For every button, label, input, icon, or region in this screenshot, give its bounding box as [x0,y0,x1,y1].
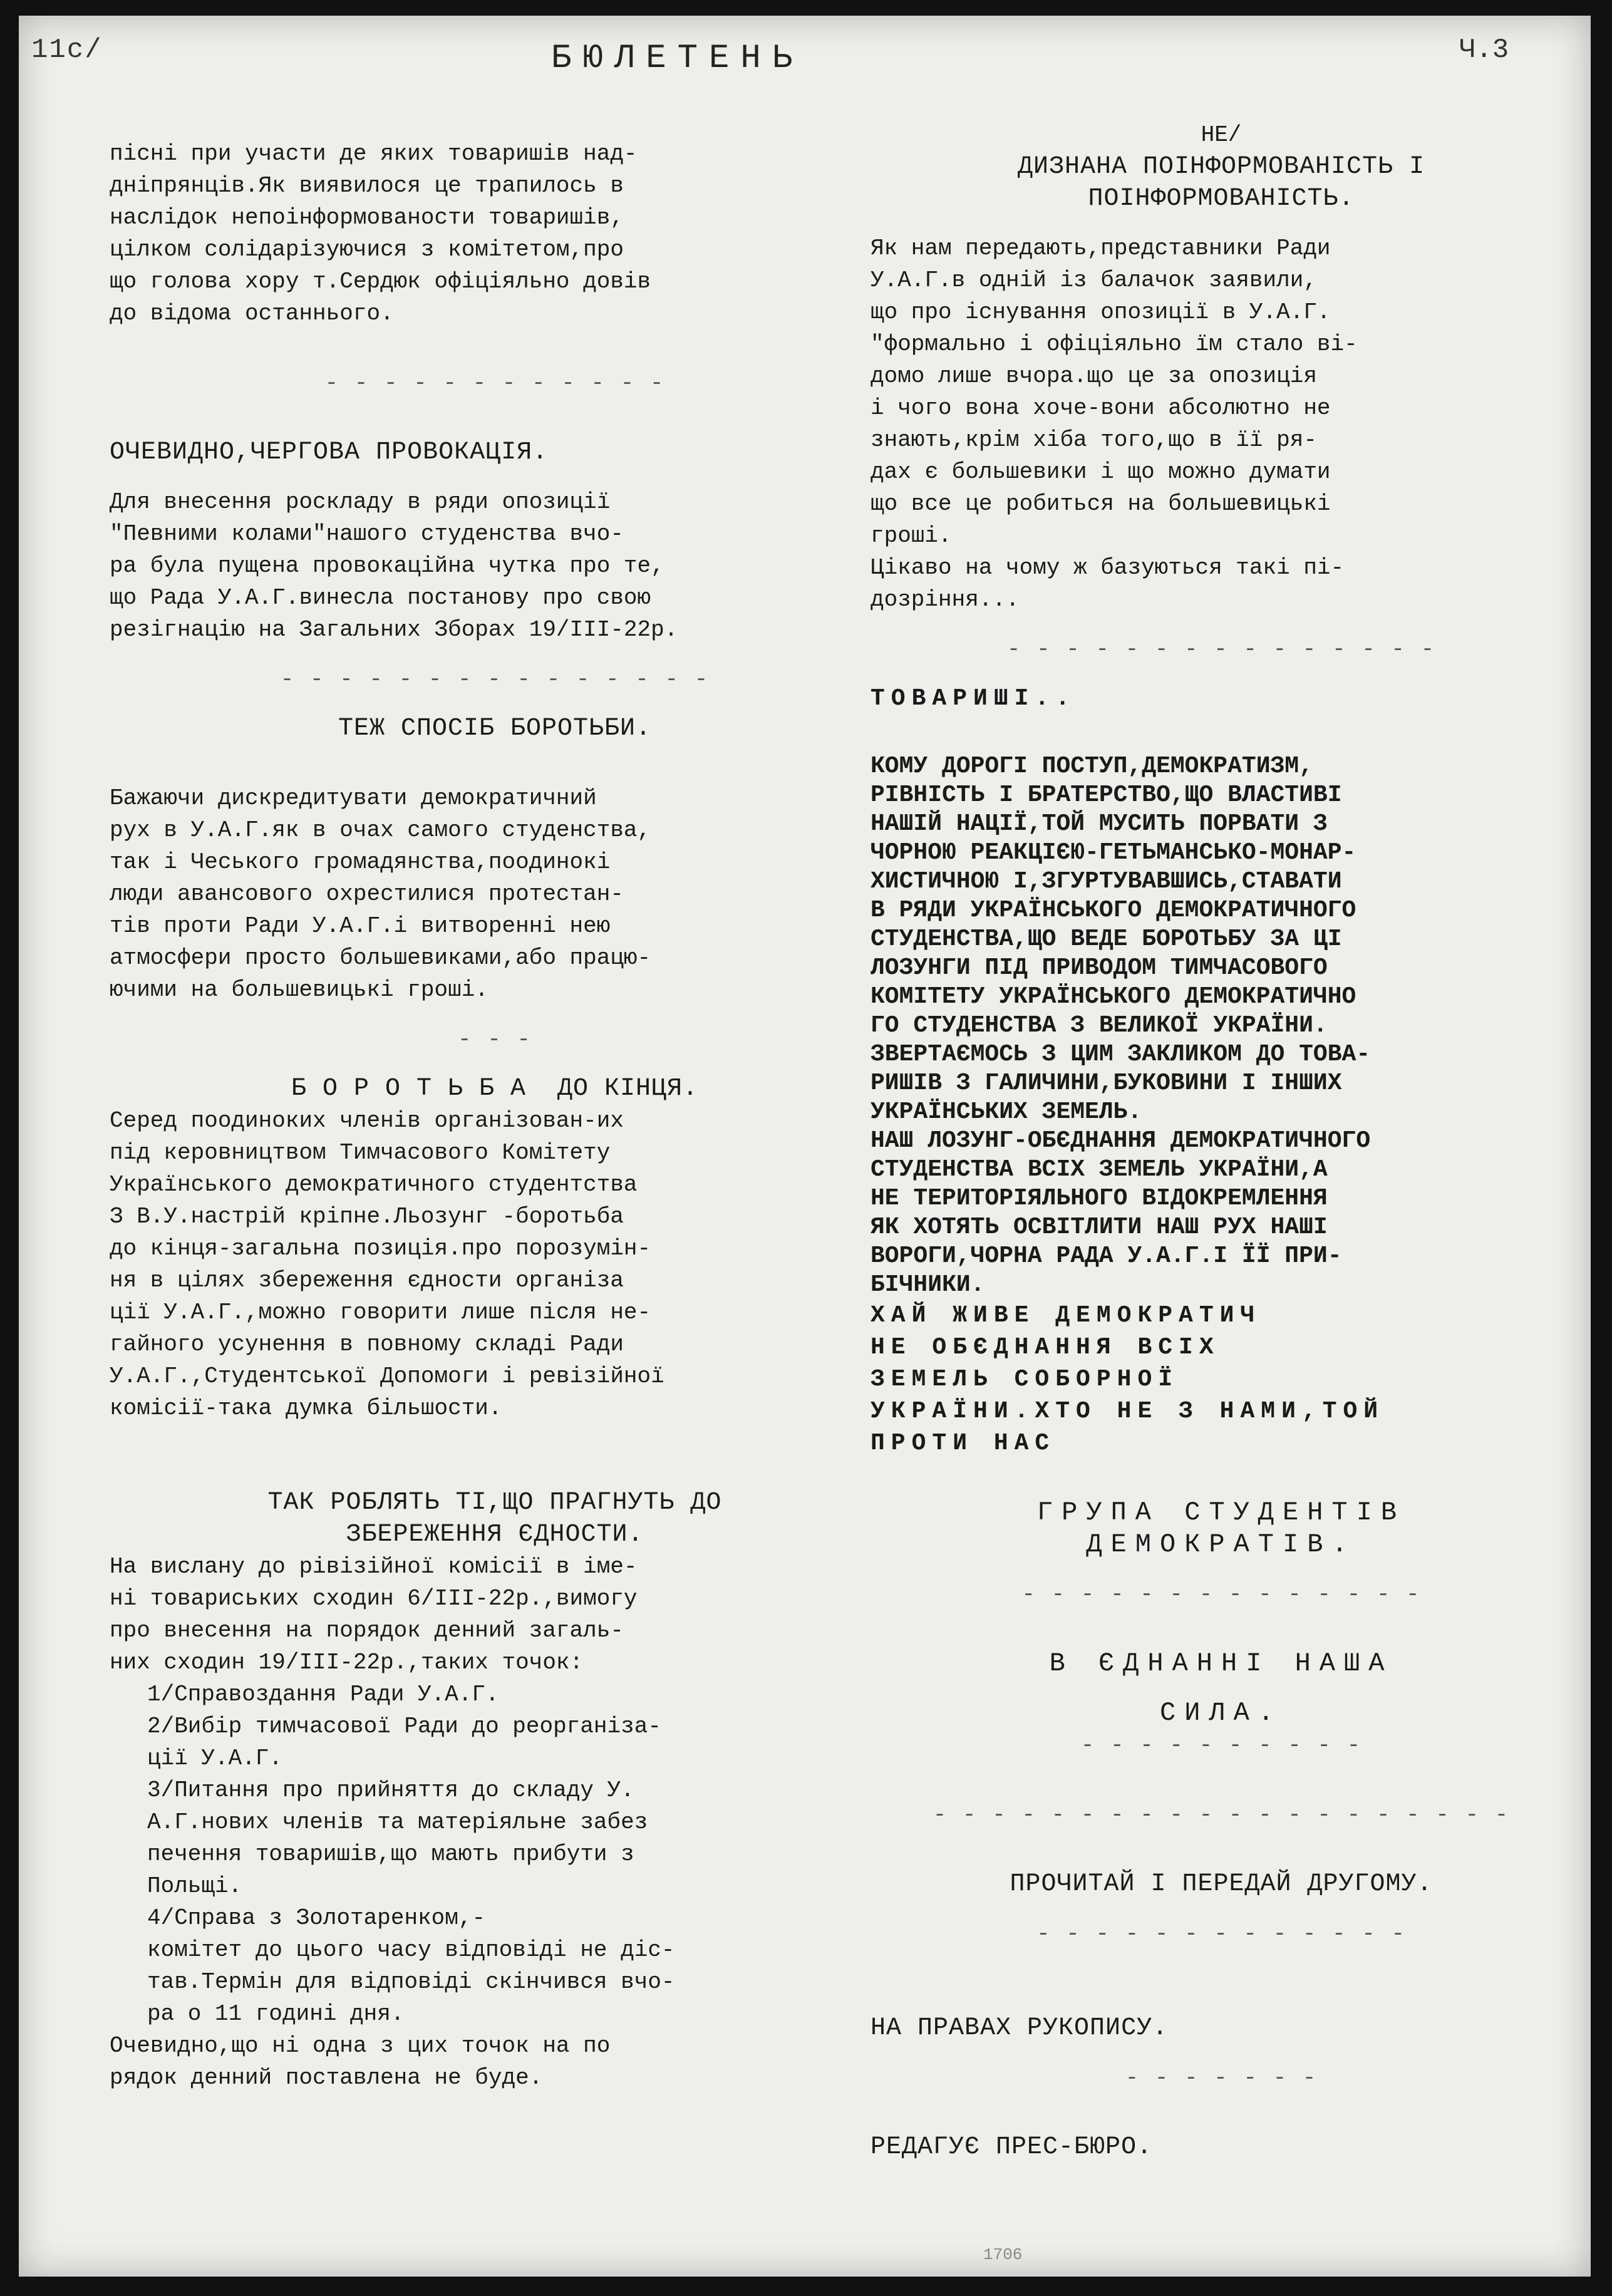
agenda-points [110,1678,880,2030]
text-line: так і Чеського громадянства,поодинокі [110,849,611,875]
text-line: ні товариських сходин 6/ІІІ-22р.,вимогу [110,1586,638,1611]
text-line: ції У.А.Г.,можно говорити лише після не- [110,1300,651,1325]
text-line: РИШІВ З ГАЛИЧИНИ,БУКОВИНИ І ІНШИХ [871,1070,1342,1097]
text-line: БІЧНИКИ. [871,1271,985,1298]
text-line: ЛОЗУНГИ ПІД ПРИВОДОМ ТИМЧАСОВОГО [871,954,1328,981]
separator: - - - - - - - - - - - - - [1036,1921,1407,1947]
text-line: і чого вона хоче-вони абсолютно не [871,395,1331,421]
text-line: до кінця-загальна позиція.про порозумін- [110,1236,651,1261]
handwritten-correction: НЕ/ [1201,122,1242,148]
separator: - - - - - - - - - - - - - - - [280,666,710,692]
text-line: НЕ ТЕРИТОРІЯЛЬНОГО ВІДОКРЕМЛЕННЯ [871,1185,1328,1212]
text-line: дах є большевики і що можно думати [871,459,1331,485]
archive-mark: 11с/ [31,34,103,66]
text-line: В РЯДИ УКРАЇНСЬКОГО ДЕМОКРАТИЧНОГО [871,897,1356,924]
separator: - - - [457,1026,532,1052]
text-line: Українського демократичного студентства [110,1172,638,1197]
section-body [110,486,880,646]
separator: - - - - - - - - - - [1080,1732,1362,1758]
text-line: них сходин 19/ІІІ-22р.,таких точок: [110,1650,584,1675]
text-line: резігнацію на Загальних Зборах 19/ІІІ-22р. [110,617,678,643]
text-line: ня в цілях збереження єдности організа [110,1268,624,1293]
text-line: Цікаво на чому ж базуються такі пі- [871,555,1345,581]
text-line: до відома останнього. [110,301,394,326]
section-heading: ПОІНФОРМОВАНІСТЬ. [1088,185,1355,213]
text-line: Для внесення роскладу в ряди опозиції [110,489,611,515]
separator: - - - - - - - [1125,2065,1318,2091]
text-line: СТУДЕНСТВА,ЩО ВЕДЕ БОРОТЬБУ ЗА ЦІ [871,926,1342,953]
text-line: тів проти Ради У.А.Г.і витворенні нею [110,913,611,939]
signature [871,1497,1572,1561]
section-heading: ОЧЕВИДНО,ЧЕРГОВА ПРОВОКАЦІЯ. [110,438,549,467]
agenda-item: 3/Питання про прийняття до складу У. [147,1777,634,1803]
text-line: ПРОТИ НАС [871,1430,1056,1457]
text-line: ХАЙ ЖИВЕ ДЕМОКРАТИЧ [871,1302,1261,1329]
motto [871,1648,1572,1729]
text-line: ючими на большевицькі гроші. [110,977,488,1003]
text-line: СТУДЕНСТВА ВСІХ ЗЕМЕЛЬ УКРАЇНИ,А [871,1156,1328,1183]
text-line: ГО СТУДЕНСТВА З ВЕЛИКОЇ УКРАЇНИ. [871,1012,1328,1039]
text-line: комісії-така думка більшости. [110,1395,502,1421]
agenda-item: ра о 11 годині дня. [147,2001,405,2027]
separator: - - - - - - - - - - - - - - [1021,1581,1421,1607]
text-line: що все це робиться на большевицькі [871,491,1331,517]
text-line: ЧОРНОЮ РЕАКЦІЄЮ-ГЕТЬМАНСЬКО-МОНАР- [871,839,1356,866]
text-line: УКРАЇНСЬКИХ ЗЕМЕЛЬ. [871,1099,1142,1125]
section-heading: ТАК РОБЛЯТЬ ТІ,ЩО ПРАГНУТЬ ДО [267,1489,722,1517]
right-column [871,119,1572,2163]
text-line: домо лише вчора.що це за опозиція [871,363,1317,389]
motto-line: В ЄДНАННІ НАША [1049,1648,1393,1678]
agenda-item: тав.Термін для відповіді скінчився вчо- [147,1969,675,1995]
text-line: гроші. [871,523,952,549]
text-line: Як нам передають,представники Ради [871,235,1331,261]
text-line: атмосфери просто большевиками,або працю- [110,945,651,971]
bulletin-title: БЮЛЕТЕНЬ [551,39,804,78]
text-line: РІВНІСТЬ І БРАТЕРСТВО,ЩО ВЛАСТИВІ [871,782,1342,809]
text-line: рух в У.А.Г.як в очах самого студенства, [110,817,651,843]
signature-line: ДЕМОКРАТІВ. [1086,1529,1356,1559]
text-line: що голова хору т.Сердюк офіціяльно довів [110,269,651,294]
agenda-item: ції У.А.Г. [147,1745,283,1771]
section-body [110,1105,880,1424]
text-line: У.А.Г.,Студентської Допомоги і ревізійної [110,1363,664,1389]
text-line: ЯК ХОТЯТЬ ОСВІТЛИТИ НАШ РУХ НАШІ [871,1214,1328,1241]
text-line: під керовництвом Тимчасового Комітету [110,1140,611,1166]
text-line: рядок денний поставлена не буде. [110,2065,543,2091]
text-line: Бажаючи дискредитувати демократичний [110,785,597,811]
section-heading: ТОВАРИШІ.. [871,685,1077,712]
text-line: НЕ ОБЄДНАННЯ ВСІХ [871,1334,1220,1361]
motto-line: СИЛА. [1159,1698,1283,1728]
text-line: що про існування опозиції в У.А.Г. [871,299,1331,325]
agenda-item: 4/Справа з Золотаренком,- [147,1905,486,1931]
agenda-item: печення товаришів,що мають прибути з [147,1841,634,1867]
section-heading: ТЕЖ СПОСІБ БОРОТЬБИ. [338,715,652,743]
text-line: дніпрянців.Як виявилося це трапилось в [110,173,624,199]
section-body [871,232,1572,616]
section-body [110,782,880,1006]
intro-paragraph [110,138,880,329]
agenda-item: комітет до цього часу відповіді не діс- [147,1937,675,1963]
text-line: знають,крім хіба того,що в її ря- [871,427,1317,453]
text-line: Серед поодиноких членів організован-их [110,1108,624,1134]
archive-stamp: 1706 [983,2245,1023,2264]
issue-number: Ч.3 [1459,34,1509,66]
separator: - - - - - - - - - - - - [324,370,665,396]
text-line: "Певними колами"нашого студенства вчо- [110,521,624,547]
separator: - - - - - - - - - - - - - - - - - - - - [933,1802,1510,1828]
text-line: ра була пущена провокаційна чутка про те, [110,553,664,579]
left-column [110,138,880,2094]
agenda-item: 2/Вибір тимчасової Ради до реорганіза- [147,1714,661,1739]
editor-note: РЕДАГУЄ ПРЕС-БЮРО. [871,2133,1153,2161]
text-line: ЗВЕРТАЄМОСЬ З ЦИМ ЗАКЛИКОМ ДО ТОВА- [871,1041,1371,1068]
separator: - - - - - - - - - - - - - - - [1006,636,1436,662]
text-line: У.А.Г.в одній із балачок заявили, [871,267,1317,293]
section-heading: Б О Р О Т Ь Б А ДО КІНЦЯ. [291,1075,699,1103]
read-and-pass-note: ПРОЧИТАЙ І ПЕРЕДАЙ ДРУГОМУ. [1010,1870,1433,1898]
agenda-item: А.Г.нових членів та матеріяльне забез [147,1809,648,1835]
text-line: гайного усунення в повному складі Ради [110,1332,624,1357]
text-line: З В.У.настрій кріпне.Льозунг -боротьба [110,1204,624,1229]
text-line: про внесення на порядок денний загаль- [110,1618,624,1643]
text-line: наслідок непоінформованости товаришів, [110,205,624,230]
text-line: КОМІТЕТУ УКРАЇНСЬКОГО ДЕМОКРАТИЧНО [871,983,1356,1010]
text-line: ЗЕМЕЛЬ СОБОРНОЇ [871,1366,1179,1393]
manuscript-note: НА ПРАВАХ РУКОПИСУ. [871,2014,1169,2042]
text-line: УКРАЇНИ.ХТО НЕ З НАМИ,ТОЙ [871,1398,1385,1425]
text-line: Очевидно,що ні одна з цих точок на по [110,2033,611,2059]
slogan [871,1300,1572,1459]
text-line: "формально і офіціяльно їм стало ві- [871,331,1358,357]
text-line: люди авансового охрестилися протестан- [110,881,624,907]
text-line: ХИСТИЧНОЮ І,ЗГУРТУВАВШИСЬ,СТАВАТИ [871,868,1342,895]
text-line: дозріння... [871,587,1020,613]
text-line: цілком солідарізуючися з комітетом,про [110,237,624,262]
text-line: ВОРОГИ,ЧОРНА РАДА У.А.Г.І ЇЇ ПРИ- [871,1243,1342,1270]
agenda-item: Польщі. [147,1873,242,1899]
appeal-text [871,752,1572,1300]
signature-line: ГРУПА СТУДЕНТІВ [1036,1497,1406,1528]
text-line: що Рада У.А.Г.винесла постанову про свою [110,585,651,611]
section-body [110,1551,880,1678]
document-page [19,16,1591,2277]
agenda-item: 1/Справоздання Ради У.А.Г. [147,1682,499,1707]
text-line: КОМУ ДОРОГІ ПОСТУП,ДЕМОКРАТИЗМ, [871,753,1313,780]
text-line: пісні при участи де яких товаришів над- [110,141,638,167]
section-heading: ДИЗНАНА ПОІНФОРМОВАНІСТЬ І [1017,153,1425,181]
section-heading: ЗБЕРЕЖЕННЯ ЄДНОСТИ. [346,1521,644,1549]
text-line: На вислану до рівізійної комісії в іме- [110,1554,638,1580]
text-line: НАШІЙ НАЦІЇ,ТОЙ МУСИТЬ ПОРВАТИ З [871,810,1328,837]
text-line: НАШ ЛОЗУНГ-ОБЄДНАННЯ ДЕМОКРАТИЧНОГО [871,1127,1371,1154]
